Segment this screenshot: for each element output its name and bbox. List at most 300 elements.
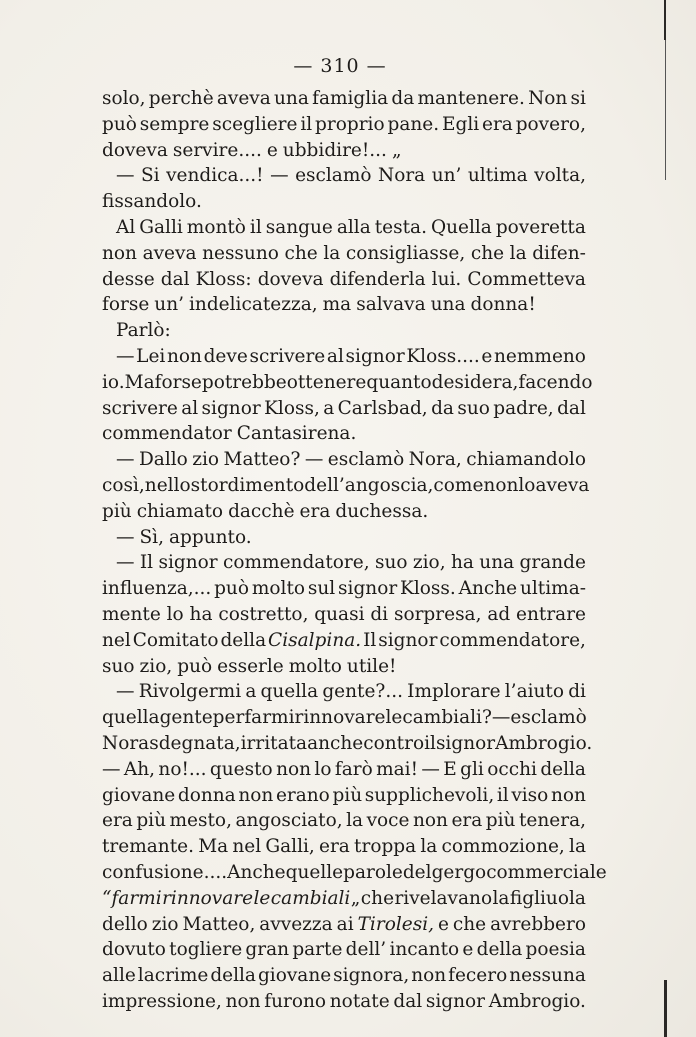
word: e	[437, 913, 449, 935]
word: occhi	[487, 758, 537, 780]
word: la	[323, 242, 341, 264]
word: dell’	[345, 939, 387, 961]
word: Tirolesi,	[357, 913, 434, 935]
word: commendator	[102, 423, 232, 445]
word: rivelavano	[394, 887, 493, 909]
word: aveva	[216, 88, 271, 109]
text-line	[102, 602, 586, 628]
text-line	[102, 473, 590, 499]
word: —	[116, 552, 135, 574]
word: doveva	[257, 268, 324, 290]
word: contro	[363, 732, 425, 754]
word: sul	[307, 578, 336, 600]
word: ai	[336, 913, 354, 935]
word: ad	[487, 603, 511, 625]
word: esclamò	[510, 707, 587, 729]
word: non	[225, 990, 261, 1012]
word: forse	[102, 294, 150, 316]
word: fecero	[448, 965, 508, 987]
word: —	[491, 707, 511, 729]
text-line	[102, 886, 586, 912]
word: impressione,	[102, 990, 222, 1012]
word: Ma	[124, 371, 155, 393]
word: parte	[292, 939, 343, 961]
word: nel	[232, 836, 262, 858]
word: mente	[102, 603, 161, 625]
word: Non	[528, 88, 568, 109]
word: —	[421, 758, 440, 780]
word: solo,	[102, 88, 146, 109]
word: gente?...	[322, 681, 403, 703]
page-edge-line	[664, 0, 666, 40]
text-line	[102, 447, 586, 473]
word: Cantasirena.	[236, 423, 357, 445]
word: lo	[518, 474, 536, 496]
word: Si	[140, 165, 160, 187]
word: nessuno	[202, 242, 279, 264]
word: potrebbe	[201, 371, 287, 393]
word: Rivolgermi	[138, 681, 242, 703]
word: sempre	[139, 113, 210, 135]
word: quella	[260, 681, 319, 703]
word: Kloss....	[406, 345, 480, 367]
text-line	[102, 808, 586, 834]
word: il	[496, 784, 509, 806]
word: rinnovare	[162, 887, 254, 909]
word: più	[485, 810, 516, 832]
word: no!...	[158, 758, 207, 780]
word: signor	[158, 552, 218, 574]
word: scrivere	[249, 345, 326, 367]
word: le	[385, 707, 403, 729]
word: appunto.	[168, 526, 252, 548]
text-line	[102, 344, 586, 370]
word: —	[116, 165, 135, 187]
word: non	[550, 784, 586, 806]
word: avrebbero	[490, 913, 586, 935]
word: influenza,...	[102, 578, 212, 600]
word: che	[360, 887, 395, 909]
word: alla	[336, 216, 371, 238]
word: al	[326, 345, 344, 367]
word: gran	[245, 939, 290, 961]
word: montò	[186, 216, 246, 238]
word: incanto	[389, 939, 460, 961]
word: dell’angoscia,	[304, 474, 434, 496]
word: di	[370, 603, 389, 625]
word: zio,	[139, 655, 173, 677]
word: difen-	[532, 242, 586, 264]
word: sorpresa,	[393, 603, 482, 625]
word: confusione....	[102, 861, 228, 883]
word: signora,	[333, 965, 410, 987]
word: „	[391, 139, 402, 161]
word: desidera,	[431, 371, 519, 393]
word: esclamò	[295, 165, 372, 187]
text-line	[102, 292, 586, 318]
word: farò	[334, 758, 373, 780]
word: così,	[102, 474, 145, 496]
word: Comitato	[132, 629, 219, 651]
word: la	[509, 242, 527, 264]
word: facendo	[518, 371, 593, 393]
word: zio	[151, 913, 179, 935]
word: donna	[177, 784, 236, 806]
word: figliuola	[509, 887, 586, 909]
word: nel	[102, 629, 131, 651]
word: l’aiuto	[504, 681, 564, 703]
word: era	[482, 113, 513, 135]
word: Sì,	[139, 526, 164, 548]
word: Galli,	[265, 836, 315, 858]
word: alle	[102, 965, 136, 987]
text-line	[102, 989, 586, 1015]
word: un’	[154, 294, 184, 316]
word: della	[220, 629, 267, 651]
word: può	[214, 578, 249, 600]
word: esserle	[217, 655, 284, 677]
word: non	[238, 784, 274, 806]
word: consigliasse,	[345, 242, 466, 264]
text-line	[102, 860, 607, 886]
word: utile!	[346, 655, 397, 677]
text-line	[102, 163, 586, 189]
word: volta,	[534, 165, 586, 187]
word: Kloss.	[400, 578, 456, 600]
word: forse	[154, 371, 202, 393]
word: un’	[431, 165, 462, 187]
word: Il	[363, 629, 377, 651]
word: da	[391, 88, 415, 109]
word: tremante.	[102, 836, 194, 858]
word: gergo	[431, 861, 487, 883]
word: quella	[102, 707, 160, 729]
word: salvava	[356, 294, 426, 316]
word: quelle	[285, 861, 344, 883]
text-line	[102, 421, 586, 447]
word: mantenere.	[417, 88, 525, 109]
word: poveretta	[495, 216, 586, 238]
word: il	[424, 732, 436, 754]
word: e	[462, 939, 474, 961]
word: dal	[557, 397, 586, 419]
word: suo	[374, 552, 408, 574]
word: dacchè	[228, 500, 295, 522]
page-number: — 310 —	[293, 55, 387, 77]
word: della	[210, 965, 256, 987]
word: furono	[264, 990, 327, 1012]
word: Commetteva	[467, 268, 586, 290]
word: lacrime	[137, 965, 209, 987]
word: aveva	[535, 474, 590, 496]
word: Carlsbad,	[337, 397, 428, 419]
word: —	[116, 681, 135, 703]
word: lo	[166, 603, 184, 625]
text-line	[102, 215, 586, 241]
word: che	[470, 242, 505, 264]
word: servire....	[172, 139, 262, 161]
word: scrivere	[102, 397, 178, 419]
word: una	[274, 88, 309, 109]
word: doveva	[102, 139, 168, 161]
word: voce	[366, 810, 410, 832]
word: dovuto	[102, 939, 166, 961]
word: Matteo?	[223, 449, 301, 471]
word: commerciale	[486, 861, 607, 883]
word: Kloss,	[264, 397, 320, 419]
text-line	[102, 937, 586, 963]
word: grande	[519, 552, 586, 574]
word: zio,	[412, 552, 446, 574]
page-edge-line	[664, 980, 667, 1037]
word: a	[323, 397, 335, 419]
text-line	[102, 138, 586, 164]
word: quasi	[314, 603, 365, 625]
word: ma	[322, 294, 352, 316]
word: —	[116, 345, 135, 367]
word: —	[304, 449, 324, 471]
word: una	[430, 294, 466, 316]
word: che	[284, 242, 318, 264]
text-line	[102, 834, 586, 860]
word: povero,	[515, 113, 586, 135]
word: le	[253, 887, 271, 909]
word: quanto	[366, 371, 432, 393]
word: avvezza	[259, 913, 333, 935]
word: Parlò:	[116, 320, 171, 342]
word: pane.	[387, 113, 440, 135]
word: del	[402, 861, 432, 883]
word: mai!	[376, 758, 419, 780]
word: stordimento	[190, 474, 305, 496]
word: non	[483, 474, 519, 496]
word: ultima-	[519, 578, 586, 600]
word: il	[249, 216, 262, 238]
word: Anche	[227, 861, 286, 883]
word: Nora,	[408, 449, 462, 471]
word: non	[102, 242, 137, 264]
word: E	[443, 758, 457, 780]
word: Implorare	[407, 681, 501, 703]
text-line	[102, 86, 586, 112]
word: gli	[460, 758, 484, 780]
word: signor	[345, 345, 405, 367]
word: Egli	[441, 113, 480, 135]
text-line	[102, 731, 593, 757]
word: mesto,	[169, 810, 232, 832]
word: più	[136, 810, 167, 832]
word: Nora	[102, 732, 150, 754]
text-line	[102, 783, 586, 809]
word: ha	[450, 552, 474, 574]
word: ha	[189, 603, 213, 625]
word: di	[568, 681, 586, 703]
word: nemmeno	[494, 345, 586, 367]
word: commozione,	[441, 836, 565, 858]
word: proprio	[315, 113, 385, 135]
word: chiamandolo	[466, 449, 586, 471]
word: Matteo,	[182, 913, 256, 935]
word: nessuna	[509, 965, 586, 987]
word: perchè	[148, 88, 214, 109]
word: aveva	[142, 242, 197, 264]
word: suo	[457, 397, 490, 419]
word: Ambrogio.	[495, 732, 593, 754]
word: dal	[160, 268, 190, 290]
word: irritata	[240, 732, 308, 754]
word: Ma	[198, 836, 229, 858]
word: si	[570, 88, 586, 109]
word: difenderla	[329, 268, 426, 290]
word: per	[212, 707, 245, 729]
word: scegliere	[212, 113, 298, 135]
word: angosciato,	[235, 810, 343, 832]
word: Al	[116, 216, 136, 238]
word: che	[452, 913, 487, 935]
word: questo	[209, 758, 273, 780]
word: indelicatezza,	[189, 294, 318, 316]
word: può	[177, 655, 213, 677]
word: suo	[102, 655, 135, 677]
word: la	[569, 836, 586, 858]
word: ottenere	[286, 371, 367, 393]
word: cambiali?	[402, 707, 492, 729]
text-line	[102, 112, 586, 138]
word: molto	[251, 578, 306, 600]
text-line	[102, 576, 586, 602]
text-line	[102, 654, 586, 680]
word: Dallo	[138, 449, 188, 471]
word: viso	[511, 784, 549, 806]
word: signor	[338, 578, 398, 600]
word: ultima	[467, 165, 528, 187]
word: entrare	[516, 603, 586, 625]
word: giovane	[102, 784, 176, 806]
word: cambiali	[270, 887, 351, 909]
word: da	[431, 397, 454, 419]
word: signor	[435, 732, 496, 754]
word: “farmi	[102, 887, 162, 909]
text-line	[102, 189, 586, 215]
word: Ambrogio.	[488, 990, 586, 1012]
text-line	[102, 679, 586, 705]
word: commendatore,	[439, 629, 586, 651]
word: la	[346, 810, 364, 832]
word: era	[451, 810, 483, 832]
word: non	[166, 345, 202, 367]
word: signor	[425, 990, 486, 1012]
text-line	[102, 370, 593, 396]
word: vendica...!	[166, 165, 264, 187]
text-line	[102, 705, 586, 731]
word: Lei	[136, 345, 166, 367]
word: molto	[288, 655, 342, 677]
text-line	[102, 396, 586, 422]
word: fissandolo.	[102, 191, 202, 213]
word: donna!	[470, 294, 536, 316]
word: può	[102, 113, 137, 135]
word: Kloss:	[195, 268, 252, 290]
word: anche	[307, 732, 364, 754]
word: Anche	[458, 578, 518, 600]
word: —	[270, 165, 289, 187]
word: della	[540, 758, 586, 780]
word: duchessa.	[335, 500, 429, 522]
word: ubbidire!...	[282, 139, 387, 161]
word: era	[299, 500, 331, 522]
word: signor	[378, 629, 438, 651]
word: nello	[144, 474, 191, 496]
word: deve	[203, 345, 248, 367]
word: Galli	[139, 216, 183, 238]
word: sdegnata,	[149, 732, 241, 754]
word: il	[300, 113, 313, 135]
text-line	[102, 499, 586, 525]
word: Il	[139, 552, 154, 574]
word: e	[266, 139, 278, 161]
word: una	[479, 552, 515, 574]
word: desse	[102, 268, 155, 290]
word: la	[492, 887, 510, 909]
text-line	[102, 757, 586, 783]
text-line	[102, 318, 586, 344]
word: rinnovare	[294, 707, 386, 729]
word: farmi	[244, 707, 295, 729]
word: era	[102, 810, 133, 832]
word: Quella	[430, 216, 492, 238]
text-line	[102, 525, 586, 551]
word: troppa	[354, 836, 417, 858]
word: esclamò	[327, 449, 405, 471]
word: —	[116, 449, 135, 471]
word: più	[332, 784, 363, 806]
word: io.	[102, 371, 125, 393]
word: lo	[314, 758, 332, 780]
word: padre,	[493, 397, 554, 419]
word: della	[476, 939, 523, 961]
word: non	[411, 965, 447, 987]
word: notate	[329, 990, 390, 1012]
text-line	[102, 241, 586, 267]
word: lui.	[431, 268, 462, 290]
word: più	[102, 500, 132, 522]
text-line	[102, 912, 586, 938]
word: erano	[275, 784, 330, 806]
word: poesia	[525, 939, 586, 961]
word: era	[319, 836, 350, 858]
word: tenera,	[518, 810, 586, 832]
word: parole	[343, 861, 403, 883]
word: giovane	[257, 965, 332, 987]
word: zio	[192, 449, 220, 471]
word: dal	[393, 990, 423, 1012]
word: chiamato	[136, 500, 224, 522]
text-line	[102, 550, 586, 576]
word: la	[420, 836, 438, 858]
text-line	[102, 267, 586, 293]
word: costretto,	[218, 603, 309, 625]
word: —	[102, 758, 121, 780]
text-line	[102, 628, 586, 654]
text-line	[102, 963, 586, 989]
word: Nora	[378, 165, 426, 187]
word: gente	[159, 707, 213, 729]
word: commendatore,	[223, 552, 370, 574]
word: famiglia	[312, 88, 389, 109]
word: supplichevoli,	[364, 784, 495, 806]
word: non	[413, 810, 448, 832]
word: —	[116, 526, 135, 548]
